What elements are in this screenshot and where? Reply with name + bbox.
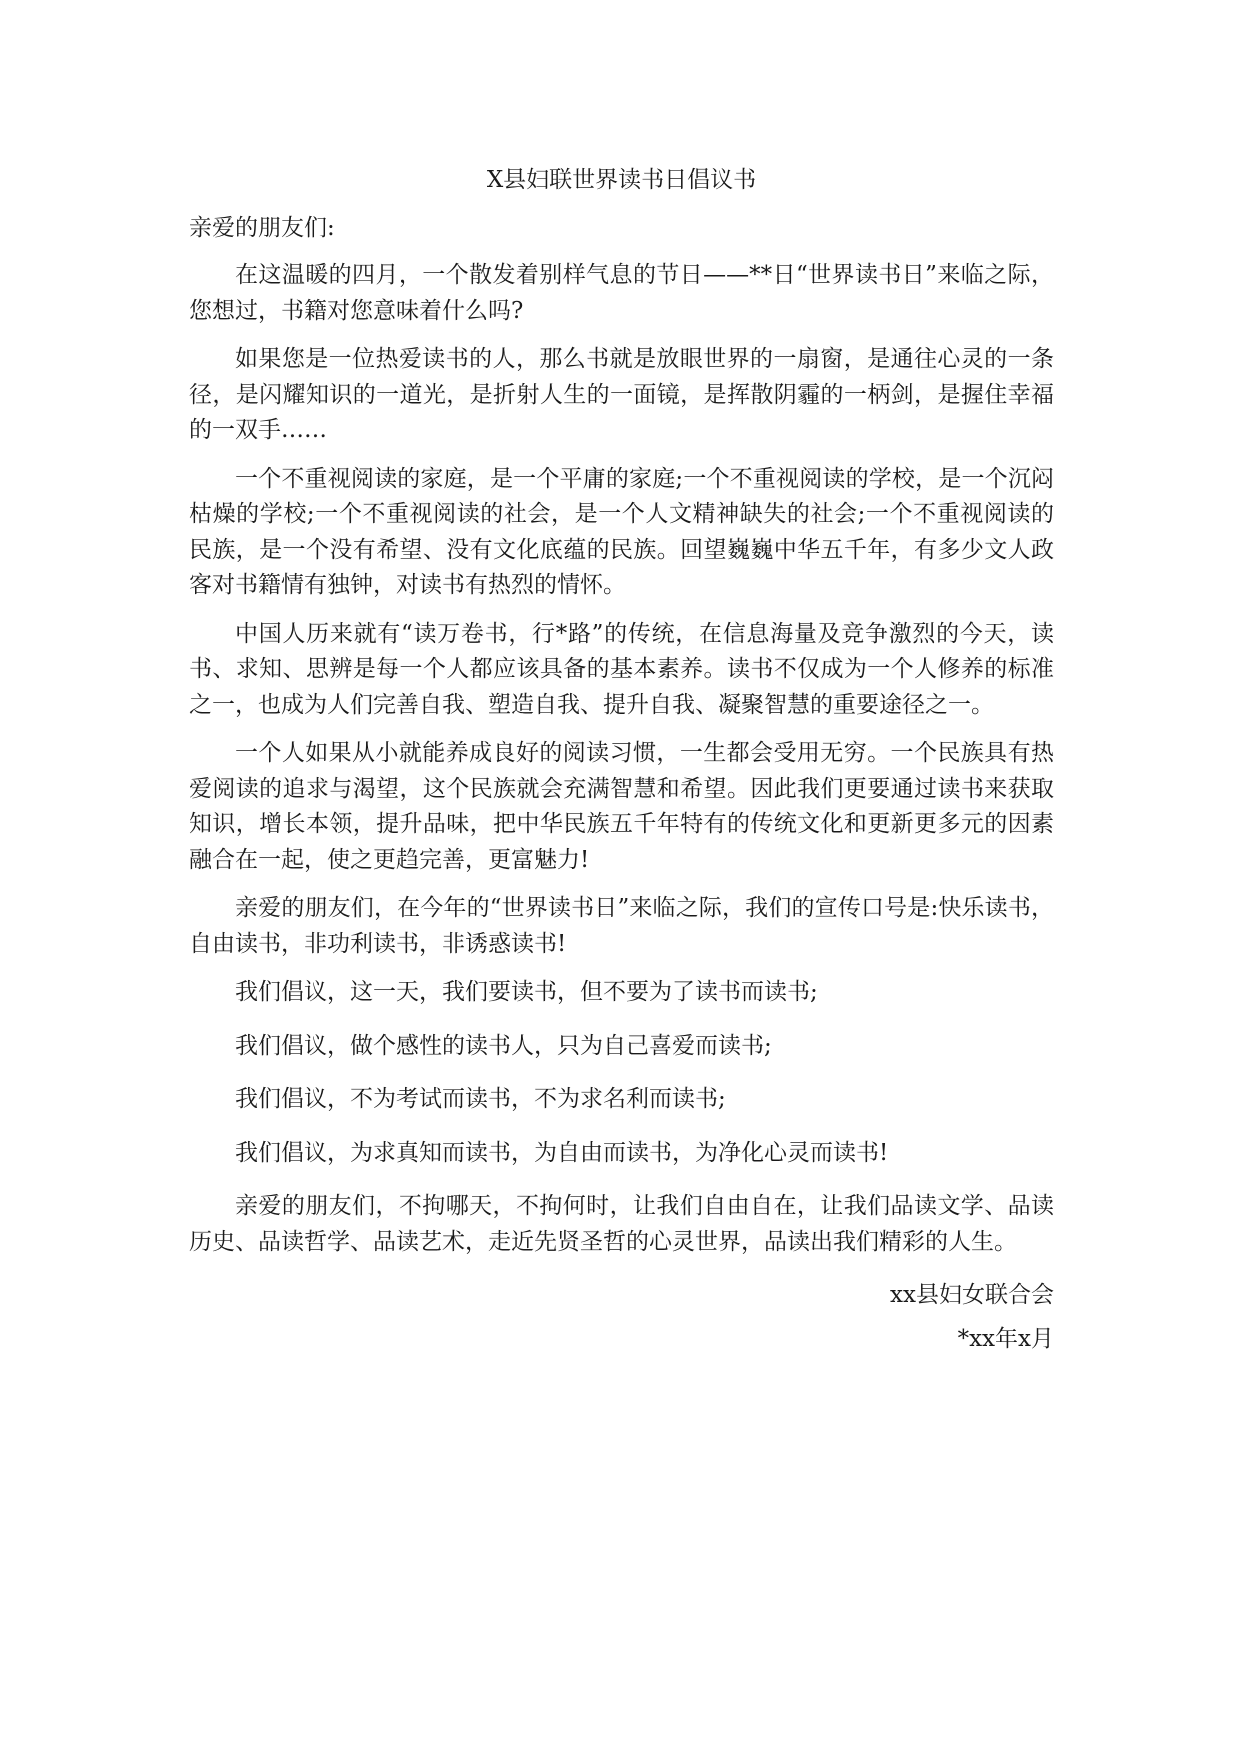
paragraph-6: 亲爱的朋友们，在今年的“世界读书日”来临之际，我们的宣传口号是:快乐读书，自由读书，非功利读书，非诱惑读书!: [189, 895, 1054, 957]
signature-date: *xx年x月: [957, 1326, 1054, 1352]
proposal-3: 我们倡议，不为考试而读书，不为求名利而读书;: [235, 1086, 726, 1112]
paragraph-3: 一个不重视阅读的家庭，是一个平庸的家庭;一个不重视阅读的学校，是一个沉闷枯燥的学校;一个不重视阅读的社会，是一个人文精神缺失的社会;一个不重视阅读的民族，是一个没有希望、没有文化底蕴的民族。回望巍巍中华五千年，有多少文人政客对书籍情有独钟，对读书有热烈的情怀。: [189, 465, 1054, 598]
signature-organization: xx县妇女联合会: [890, 1282, 1054, 1308]
salutation: 亲爱的朋友们:: [189, 215, 335, 241]
paragraph-closing: 亲爱的朋友们，不拘哪天，不拘何时，让我们自由自在，让我们品读文学、品读历史、品读哲学、品读艺术，走近先贤圣哲的心灵世界，品读出我们精彩的人生。: [189, 1193, 1054, 1255]
proposal-2: 我们倡议，做个感性的读书人，只为自己喜爱而读书;: [235, 1032, 772, 1059]
letter-page: [189, 158, 1054, 1361]
paragraph-4: 中国人历来就有“读万卷书，行*路”的传统，在信息海量及竞争激烈的今天，读书、求知、思辨是每一个人都应该具备的基本素养。读书不仅成为一个人修养的标准之一，也成为人们完善自我、塑造自我、提升自我、凝聚智慧的重要途径之一。: [189, 620, 1054, 718]
paragraph-2: 如果您是一位热爱读书的人，那么书就是放眼世界的一扇窗，是通往心灵的一条径，是闪耀知识的一道光，是折射人生的一面镜，是挥散阴霾的一柄剑，是握住幸福的一双手……: [189, 346, 1054, 443]
proposal-1: 我们倡议，这一天，我们要读书，但不要为了读书而读书;: [235, 979, 818, 1005]
paragraph-1: 在这温暖的四月，一个散发着别样气息的节日——**日“世界读书日”来临之际，您想过，书籍对您意味着什么吗?: [189, 262, 1054, 324]
proposal-4: 我们倡议，为求真知而读书，为自由而读书，为净化心灵而读书!: [235, 1139, 889, 1166]
page-title: X县妇联世界读书日倡议书: [486, 167, 757, 193]
paragraph-5: 一个人如果从小就能养成良好的阅读习惯，一生都会受用无穷。一个民族具有热爱阅读的追求与渴望，这个民族就会充满智慧和希望。因此我们更要通过读书来获取知识，增长本领，提升品味，把中华民族五千年特有的传统文化和更新更多元的因素融合在一起，使之更趋完善，更富魅力!: [189, 740, 1054, 873]
